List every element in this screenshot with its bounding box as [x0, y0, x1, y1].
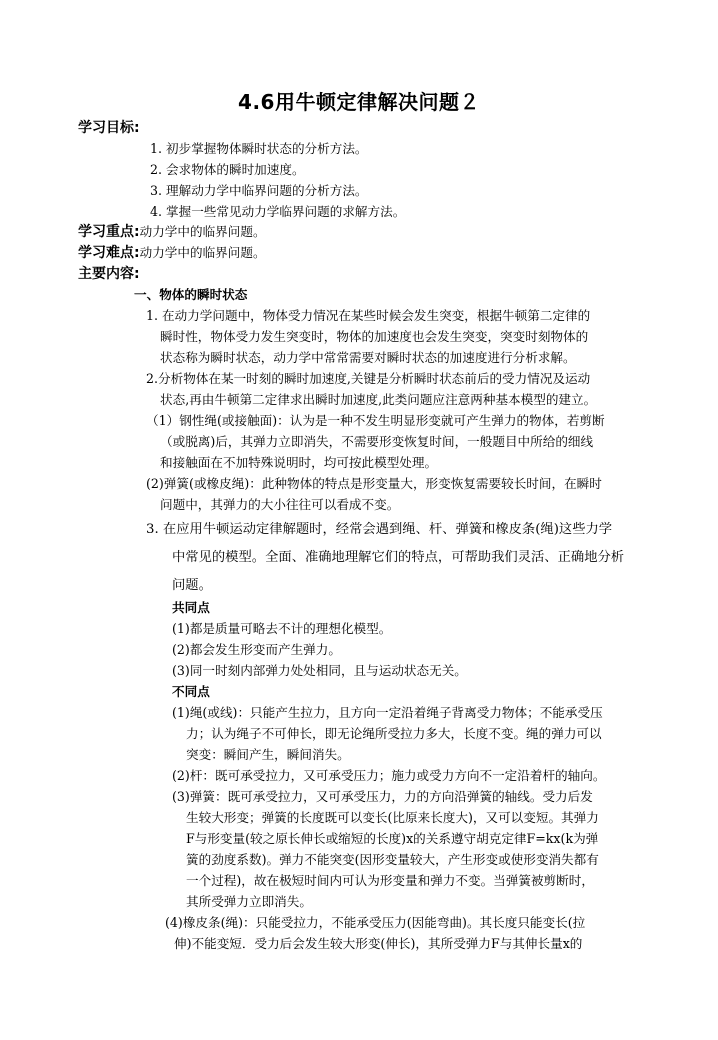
common-item: (1)都是质量可略去不计的理想化模型。 — [172, 621, 392, 636]
paragraph-line: 问题中，其弹力的大小往往可以看成不变。 — [160, 497, 400, 512]
different-item-line: 突变：瞬间产生，瞬间消失。 — [186, 747, 350, 762]
objective-item: 1. 初步掌握物体瞬时状态的分析方法。 — [150, 141, 368, 156]
difficulty-label: 学习难点: — [78, 245, 140, 261]
paragraph-line: 1. 在动力学问题中，物体受力情况在某些时候会发生突变，根据牛顿第二定律的 — [146, 308, 591, 323]
difficulty-row — [78, 243, 266, 263]
objective-item: 4. 掌握一些常见动力学临界问题的求解方法。 — [150, 204, 406, 219]
different-item-line: 其所受弹力立即消失。 — [186, 894, 312, 909]
different-item-line: 伸)不能变短．受力后会发生较大形变(伸长)，其所受弹力F与其伸长量x的 — [174, 936, 583, 951]
paragraph-line: 和接触面在不加特殊说明时，均可按此模型处理。 — [160, 455, 438, 470]
different-item-line: 簧的劲度系数)。弹力不能突变(因形变量较大，产生形变或使形变消失都有 — [186, 852, 599, 867]
different-item-line: (1)绳(或线)：只能产生拉力，且方向一定沿着绳子背离受力物体；不能承受压 — [172, 705, 603, 720]
common-item: (3)同一时刻内部弹力处处相同，且与运动状态无关。 — [172, 663, 467, 678]
objective-item: 2. 会求物体的瞬时加速度。 — [150, 162, 305, 177]
objective-item: 3. 理解动力学中临界问题的分析方法。 — [150, 183, 368, 198]
different-item-line: F与形变量(较之原长伸长或缩短的长度)x的关系遵守胡克定律F=kx(k为弹 — [186, 831, 599, 846]
different-item-line: 生较大形变；弹簧的长度既可以变长(比原来长度大)，又可以变短。其弹力 — [186, 810, 599, 825]
difficulty-text: 动力学中的临界问题。 — [139, 245, 266, 260]
paragraph-line: 状态,再由牛顿第二定律求出瞬时加速度,此类问题应注意两种基本模型的建立。 — [160, 392, 597, 407]
paragraph-line: (2)弹簧(或橡皮绳)：此种物体的特点是形变量大，形变恢复需要较长时间，在瞬时 — [146, 476, 602, 491]
different-item-line: (3)弹簧：既可承受拉力，又可承受压力，力的方向沿弹簧的轴线。受力后发 — [172, 789, 593, 804]
different-item-line: (4)橡皮条(绳)：只能受拉力，不能承受压力(因能弯曲)。其长度只能变长(拉 — [165, 915, 586, 930]
key-points-text: 动力学中的临界问题。 — [139, 224, 266, 239]
paragraph-line: 2.分析物体在某一时刻的瞬时加速度,关键是分析瞬时状态前后的受力情况及运动 — [146, 371, 591, 386]
paragraph-line: （或脱离)后，其弹力立即消失，不需要形变恢复时间，一般题目中所给的细线 — [160, 434, 594, 449]
common-label: 共同点 — [172, 600, 210, 615]
key-points-label: 学习重点: — [78, 224, 140, 240]
paragraph-line: （1）钢性绳(或接触面)：认为是一种不发生明显形变就可产生弹力的物体，若剪断 — [146, 413, 605, 428]
different-item-line: (2)杆：既可承受拉力，又可承受压力；施力或受力方向不一定沿着杆的轴向。 — [172, 768, 606, 783]
paragraph-line: 瞬时性，物体受力发生突变时，物体的加速度也会发生突变，突变时刻物体的 — [160, 329, 589, 344]
paragraph-line: 状态称为瞬时状态，动力学中常常需要对瞬时状态的加速度进行分析求解。 — [160, 350, 576, 365]
paragraph-line: 3. 在应用牛顿运动定律解题时，经常会遇到绳、杆、弹簧和橡皮条(绳)这些力学 — [146, 522, 613, 537]
different-item-line: 一个过程)，故在极短时间内可认为形变量和弹力不变。当弹簧被剪断时， — [186, 873, 594, 888]
common-item: (2)都会发生形变而产生弹力。 — [172, 642, 341, 657]
different-label: 不同点 — [172, 684, 210, 699]
key-points-row — [78, 222, 266, 242]
section-heading: 一、物体的瞬时状态 — [134, 287, 248, 302]
different-item-line: 力；认为绳子不可伸长，即无论绳所受拉力多大，长度不变。绳的弹力可以 — [186, 726, 602, 741]
main-content-label: 主要内容: — [78, 266, 140, 282]
page-title: 4.6用牛顿定律解决问题２ — [238, 90, 480, 114]
objectives-label: 学习目标: — [78, 120, 140, 136]
paragraph-line: 问题。 — [172, 578, 212, 593]
paragraph-line: 中常见的模型。全面、准确地理解它们的特点，可帮助我们灵活、正确地分析 — [172, 550, 625, 565]
